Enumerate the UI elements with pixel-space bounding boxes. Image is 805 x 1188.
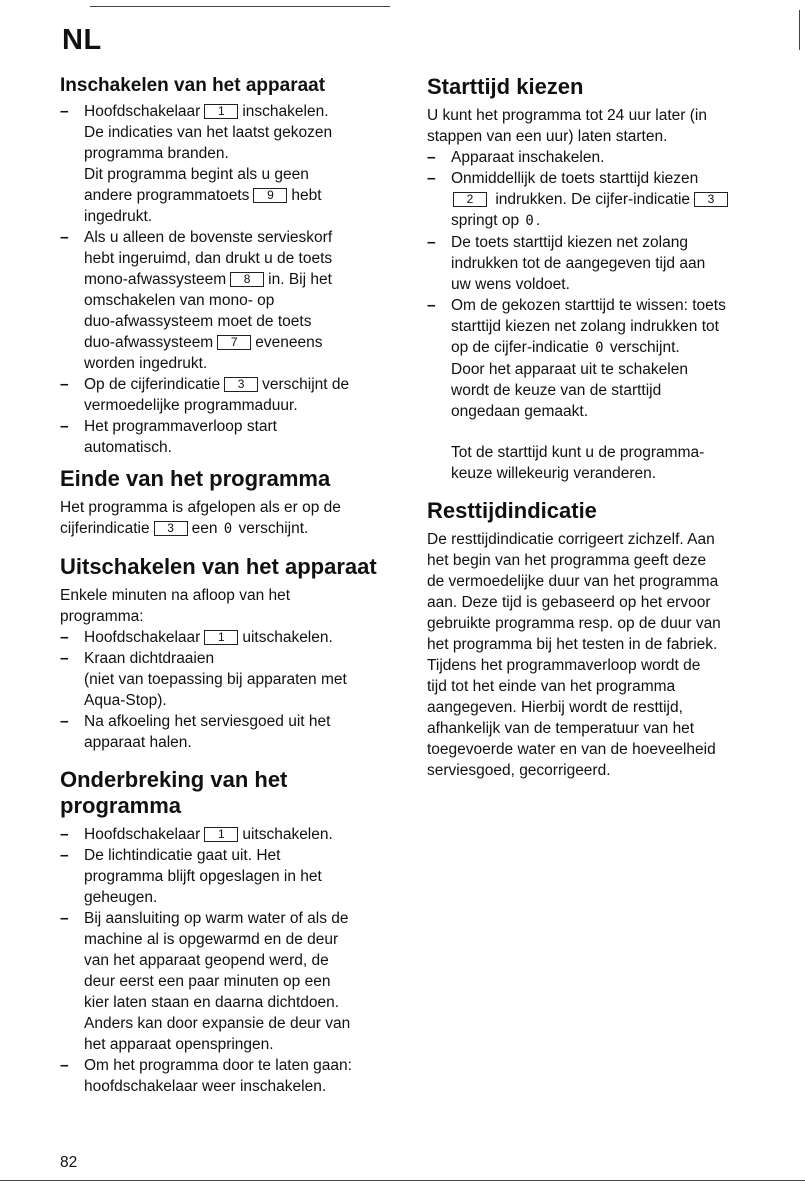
list-item: – Om het programma door te laten gaan: hoofdschakelaar weer inschakelen. [60, 1055, 395, 1097]
digit-display-glyph: 0 [525, 213, 534, 229]
list-uitschakelen [60, 627, 395, 753]
left-column [60, 74, 395, 1097]
digit-display-glyph: 0 [223, 521, 233, 537]
key-symbol: 8 [230, 272, 264, 287]
list-item: – Hoofdschakelaar 1 inschakelen. De indicaties van het laatst gekozen programma branden. Dit programma begint als u geen andere programmatoets 9 hebt ingedrukt. [60, 101, 395, 227]
key-symbol: 1 [204, 827, 238, 842]
list-starttijd [427, 147, 777, 359]
list-item: – Bij aansluiting op warm water of als de machine al is opgewarmd en de deur van het apparaat geopend werd, de deur eerst een paar minuten op een kier laten staan en daarna dichtdoen. Anders kan door expansie de deur van het apparaat openspringen. [60, 908, 395, 1055]
list-item: – Om de gekozen starttijd te wissen: toets starttijd kiezen net zolang indrukken tot op de cijfer-indicatie 0 verschijnt. [427, 295, 777, 359]
key-symbol: 3 [154, 521, 188, 536]
key-symbol: 1 [204, 630, 238, 645]
paragraph: U kunt het programma tot 24 uur later (in stappen van een uur) laten starten. [427, 107, 707, 145]
list-item: – Het programmaverloop start automatisch. [60, 416, 395, 458]
page-number: 82 [60, 1154, 78, 1171]
paragraph: Het programma is afgelopen als er op de cijferindicatie 3 een 0 verschijnt. [60, 497, 395, 540]
section-heading-onderbreking: Onderbreking van het programma [60, 767, 288, 818]
key-symbol: 3 [694, 192, 728, 207]
section-heading-starttijd: Starttijd kiezen [427, 74, 584, 99]
paragraph: Enkele minuten na afloop van het programma: [60, 587, 291, 625]
list-item: – De lichtindicatie gaat uit. Het programma blijft opgeslagen in het geheugen. [60, 845, 395, 908]
key-symbol: 3 [224, 377, 258, 392]
paragraph: Door het apparaat uit te schakelen wordt de keuze van de starttijd ongedaan gemaakt. [451, 361, 688, 420]
paragraph-resttijd: De resttijdindicatie corrigeert zichzelf. Aan het begin van het programma geeft deze de vermoedelijke duur van het programma aan. Deze tijd is gebaseerd op het ervoor gebruikte programma resp. op de duur van het programma bij het testen in de fabriek. Tijdens het programmaverloop wordt de tijd tot het einde van het programma aangegeven. Hierbij wordt de resttijd, afhankelijk van de temperatuur van het toegevoerde water en van de hoeveelheid serviesgoed, gecorrigeerd. [427, 531, 721, 779]
list-onderbreking [60, 824, 395, 1097]
language-tag: NL [62, 24, 102, 56]
list-item: – Kraan dichtdraaien (niet van toepassing bij apparaten met Aqua-Stop). [60, 648, 395, 711]
scan-edge-bottom [0, 1180, 805, 1181]
scan-edge-right [799, 10, 800, 50]
list-item: – Hoofdschakelaar 1 uitschakelen. [60, 627, 395, 648]
section-heading-inschakelen: Inschakelen van het apparaat [60, 75, 326, 96]
list-item: – Op de cijferindicatie 3 verschijnt de vermoedelijke programmaduur. [60, 374, 395, 416]
list-item: – Onmiddellijk de toets starttijd kiezen 2 indrukken. De cijfer-indicatie 3 springt op 0 . [427, 168, 777, 232]
paragraph: Tot de starttijd kunt u de programma- keuze willekeurig veranderen. [451, 444, 705, 482]
key-symbol: 1 [204, 104, 238, 119]
section-heading-resttijd: Resttijdindicatie [427, 498, 597, 523]
list-item: – Na afkoeling het serviesgoed uit het apparaat halen. [60, 711, 395, 753]
key-symbol: 9 [253, 188, 287, 203]
right-column [427, 74, 777, 781]
list-item: – Als u alleen de bovenste servieskorf hebt ingeruimd, dan drukt u de toets mono-afwassysteem 8 in. Bij het omschakelen van mono- op duo-afwassysteem moet de toets duo-afwassysteem 7 eveneens worden ingedrukt. [60, 227, 395, 374]
list-item: – Hoofdschakelaar 1 uitschakelen. [60, 824, 395, 845]
section-heading-uitschakelen: Uitschakelen van het apparaat [60, 554, 377, 579]
key-symbol: 2 [453, 192, 487, 207]
list-inschakelen [60, 101, 395, 458]
key-symbol: 7 [217, 335, 251, 350]
section-heading-einde: Einde van het programma [60, 466, 331, 491]
scan-edge-top [90, 6, 390, 7]
list-item: – De toets starttijd kiezen net zolang indrukken tot de aangegeven tijd aan uw wens voldoet. [427, 232, 777, 295]
digit-display-glyph: 0 [595, 340, 604, 356]
list-item: – Apparaat inschakelen. [427, 147, 777, 168]
